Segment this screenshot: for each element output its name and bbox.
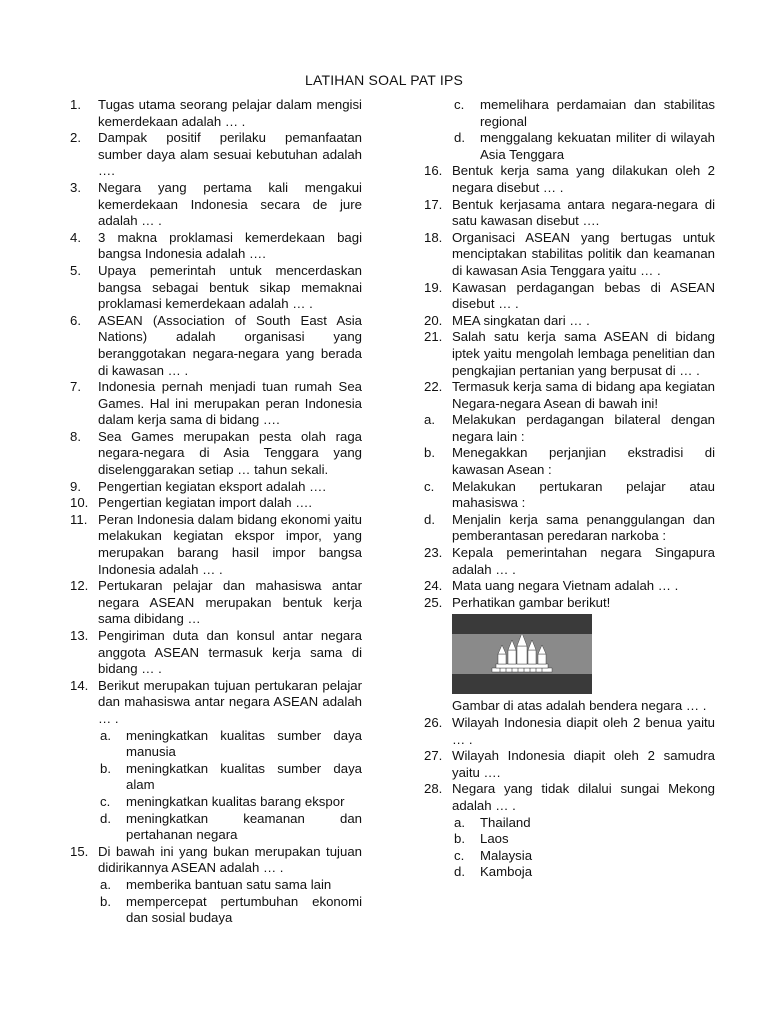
option [100, 877, 362, 894]
question-12 [70, 578, 362, 628]
question-7 [70, 379, 362, 429]
question-number: 13. [70, 628, 89, 643]
question-25-caption [424, 698, 715, 715]
question-10 [70, 495, 362, 512]
option [100, 894, 362, 927]
question-number: 22. [424, 379, 443, 395]
option-text: Thailand [480, 814, 531, 830]
question-1 [70, 97, 362, 130]
question-number: 17. [424, 196, 443, 212]
question-number: 3. [70, 179, 81, 195]
option-text: menggalang kekuatan militer di wilayah Asia Tenggara [480, 130, 715, 162]
question-26 [424, 715, 715, 748]
question-text: Sea Games merupakan pesta olah raga negara-negara di Asia Tenggara yang diselenggarakan setiap … tahun sekali. [98, 428, 362, 478]
option [100, 811, 362, 844]
option [424, 412, 715, 445]
question-text: Gambar di atas adalah bendera negara … . [452, 698, 707, 714]
option-letter: c. [100, 793, 111, 809]
right-column [424, 97, 715, 881]
angkor-wat-icon [452, 614, 592, 694]
option-text: meningkatkan kualitas sumber daya manusia [126, 727, 362, 760]
question-number: 24. [424, 578, 443, 594]
option-letter: d. [424, 511, 435, 527]
option-letter: c. [424, 478, 435, 494]
question-text: Wilayah Indonesia diapit oleh 2 benua yaitu … . [452, 715, 715, 747]
option-text: Melakukan pertukaran pelajar atau mahasiswa : [452, 478, 715, 511]
question-text: Salah satu kerja sama ASEAN di bidang iptek yaitu mengolah lembaga penelitian dan pengkajian pertanian yang berpusat di … . [452, 329, 715, 378]
question-number: 20. [424, 312, 443, 328]
option-letter: b. [100, 760, 111, 776]
question-number: 12. [70, 578, 89, 594]
option-text: Menegakkan perjanjian ekstradisi di kawasan Asean : [452, 445, 715, 478]
question-number: 14. [70, 677, 89, 693]
question-25 [424, 595, 715, 612]
question-number: 28. [424, 781, 443, 797]
question-number: 19. [424, 279, 443, 295]
option-letter: b. [424, 445, 435, 461]
question-text: Bentuk kerja sama yang dilakukan oleh 2 negara disebut … . [452, 163, 715, 195]
option [100, 794, 362, 811]
option-letter: a. [100, 876, 111, 892]
question-22-options [424, 412, 715, 545]
question-number: 18. [424, 229, 443, 245]
question-number: 27. [424, 748, 443, 764]
question-text: Bentuk kerjasama antara negara-negara di satu kawasan disebut …. [452, 196, 715, 229]
cambodia-flag-icon [452, 614, 592, 694]
question-text: Berikut merupakan tujuan pertukaran pelajar dan mahasiswa antar negara ASEAN adalah … . [98, 677, 362, 726]
page-title: LATIHAN SOAL PAT IPS [304, 72, 464, 88]
option-text: meningkatkan kualitas sumber daya alam [126, 760, 362, 793]
question-5 [70, 263, 362, 313]
option [454, 848, 715, 865]
option-text: Melakukan perdagangan bilateral dengan negara lain : [452, 412, 715, 444]
question-text: MEA singkatan dari … . [452, 312, 590, 328]
option-text: meningkatkan keamanan dan pertahanan negara [126, 810, 362, 843]
question-text: Pertukaran pelajar dan mahasiswa antar negara ASEAN merupakan bentuk kerja sama dibidang … [98, 578, 362, 627]
option-text: Kamboja [480, 864, 533, 880]
question-number: 21. [424, 329, 443, 345]
question-text: Negara yang tidak dilalui sungai Mekong adalah … . [452, 781, 715, 813]
question-27 [424, 748, 715, 781]
question-13 [70, 628, 362, 678]
question-number: 8. [70, 428, 81, 444]
option [454, 130, 715, 163]
question-text: Perhatikan gambar berikut! [452, 594, 611, 610]
option [454, 97, 715, 130]
option-letter: d. [454, 130, 465, 146]
question-text: Wilayah Indonesia diapit oleh 2 samudra yaitu …. [452, 748, 715, 780]
question-15 [70, 844, 362, 877]
question-17 [424, 197, 715, 230]
question-number: 7. [70, 379, 81, 395]
option [100, 761, 362, 794]
question-23 [424, 545, 715, 578]
question-15-options-right [454, 97, 715, 163]
question-9 [70, 479, 362, 496]
option-letter: c. [454, 97, 465, 112]
question-text: Upaya pemerintah untuk mencerdaskan bangsa sebagai bentuk sikap memaknai proklamasi kemerdekaan adalah … . [98, 262, 362, 312]
question-text: Indonesia pernah menjadi tuan rumah Sea Games. Hal ini merupakan peran Indonesia dalam kerja sama di bidang …. [98, 379, 362, 428]
question-text: Pengertian kegiatan eksport adalah …. [98, 478, 326, 494]
question-11 [70, 512, 362, 578]
question-text: Peran Indonesia dalam bidang ekonomi yaitu melakukan kegiatan ekspor impor, yang merupakan barang hasil impor bangsa Indonesia adalah … . [98, 511, 362, 577]
option [454, 831, 715, 848]
question-18 [424, 230, 715, 280]
question-number: 26. [424, 715, 443, 730]
question-8 [70, 429, 362, 479]
option-letter: a. [424, 412, 435, 428]
option-text: memberika bantuan satu sama lain [126, 876, 332, 892]
option [424, 445, 715, 478]
option-letter: b. [454, 831, 465, 847]
option-text: meningkatkan kualitas barang ekspor [126, 793, 345, 809]
question-6 [70, 313, 362, 379]
question-number: 10. [70, 495, 89, 511]
question-number: 1. [70, 97, 81, 112]
question-15-options-left [100, 877, 362, 927]
question-2 [70, 130, 362, 180]
option [424, 479, 715, 512]
question-text: Dampak positif perilaku pemanfaatan sumber daya alam sesuai kebutuhan adalah …. [98, 130, 362, 179]
option [454, 864, 715, 881]
option-letter: d. [100, 810, 111, 826]
question-text: Pengertian kegiatan import dalah …. [98, 495, 313, 511]
question-19 [424, 280, 715, 313]
question-text: Di bawah ini yang bukan merupakan tujuan didirikannya ASEAN adalah … . [98, 843, 362, 876]
question-28-options [454, 815, 715, 881]
question-22 [424, 379, 715, 412]
question-number: 9. [70, 478, 81, 494]
option-text: memelihara perdamaian dan stabilitas regional [480, 97, 715, 129]
question-text: 3 makna proklamasi kemerdekaan bagi bangsa Indonesia adalah …. [98, 229, 362, 262]
option-letter: d. [454, 864, 465, 880]
option-text: Malaysia [480, 847, 533, 863]
option-text: Menjalin kerja sama penanggulangan dan pemberantasan peredaran narkoba : [452, 511, 715, 544]
question-number: 16. [424, 163, 443, 179]
question-text: Negara yang pertama kali mengakui kemerdekaan Indonesia secara de jure adalah … . [98, 179, 362, 229]
left-column [70, 97, 362, 927]
option-letter: b. [100, 893, 111, 909]
question-3 [70, 180, 362, 230]
question-16 [424, 163, 715, 196]
question-21 [424, 329, 715, 379]
question-text: ASEAN (Association of South East Asia Nations) adalah organisasi yang beranggotakan negara-negara yang berada di kawasan … . [98, 312, 362, 378]
question-number: 6. [70, 312, 81, 328]
option [454, 815, 715, 832]
question-text: Pengiriman duta dan konsul antar negara anggota ASEAN termasuk kerja sama di bidang … . [98, 628, 362, 677]
question-number: 2. [70, 130, 81, 146]
question-number: 15. [70, 843, 89, 859]
question-text: Kepala pemerintahan negara Singapura adalah … . [452, 545, 715, 577]
question-text: Tugas utama seorang pelajar dalam mengisi kemerdekaan adalah … . [98, 97, 362, 129]
option-letter: a. [100, 727, 111, 743]
option-letter: c. [454, 847, 465, 863]
question-20 [424, 313, 715, 330]
question-number: 23. [424, 545, 443, 561]
question-text: Kawasan perdagangan bebas di ASEAN disebut … . [452, 279, 715, 312]
question-text: Mata uang negara Vietnam adalah … . [452, 578, 679, 594]
question-number: 11. [70, 511, 88, 527]
question-14-options [100, 728, 362, 844]
question-24 [424, 578, 715, 595]
question-number: 25. [424, 594, 443, 610]
option [424, 512, 715, 545]
option-text: Laos [480, 831, 509, 847]
option-text: mempercepat pertumbuhan ekonomi dan sosial budaya [126, 893, 362, 926]
question-text: Termasuk kerja sama di bidang apa kegiatan Negara-negara Asean di bawah ini! [452, 379, 715, 411]
question-text: Organisaci ASEAN yang bertugas untuk menciptakan stabilitas politik dan keamanan di kawasan Asia Tenggara yaitu … . [452, 229, 715, 278]
question-4 [70, 230, 362, 263]
question-number: 4. [70, 229, 81, 245]
question-28 [424, 781, 715, 814]
option [100, 728, 362, 761]
question-number: 5. [70, 262, 81, 278]
option-letter: a. [454, 814, 465, 830]
question-14 [70, 678, 362, 728]
